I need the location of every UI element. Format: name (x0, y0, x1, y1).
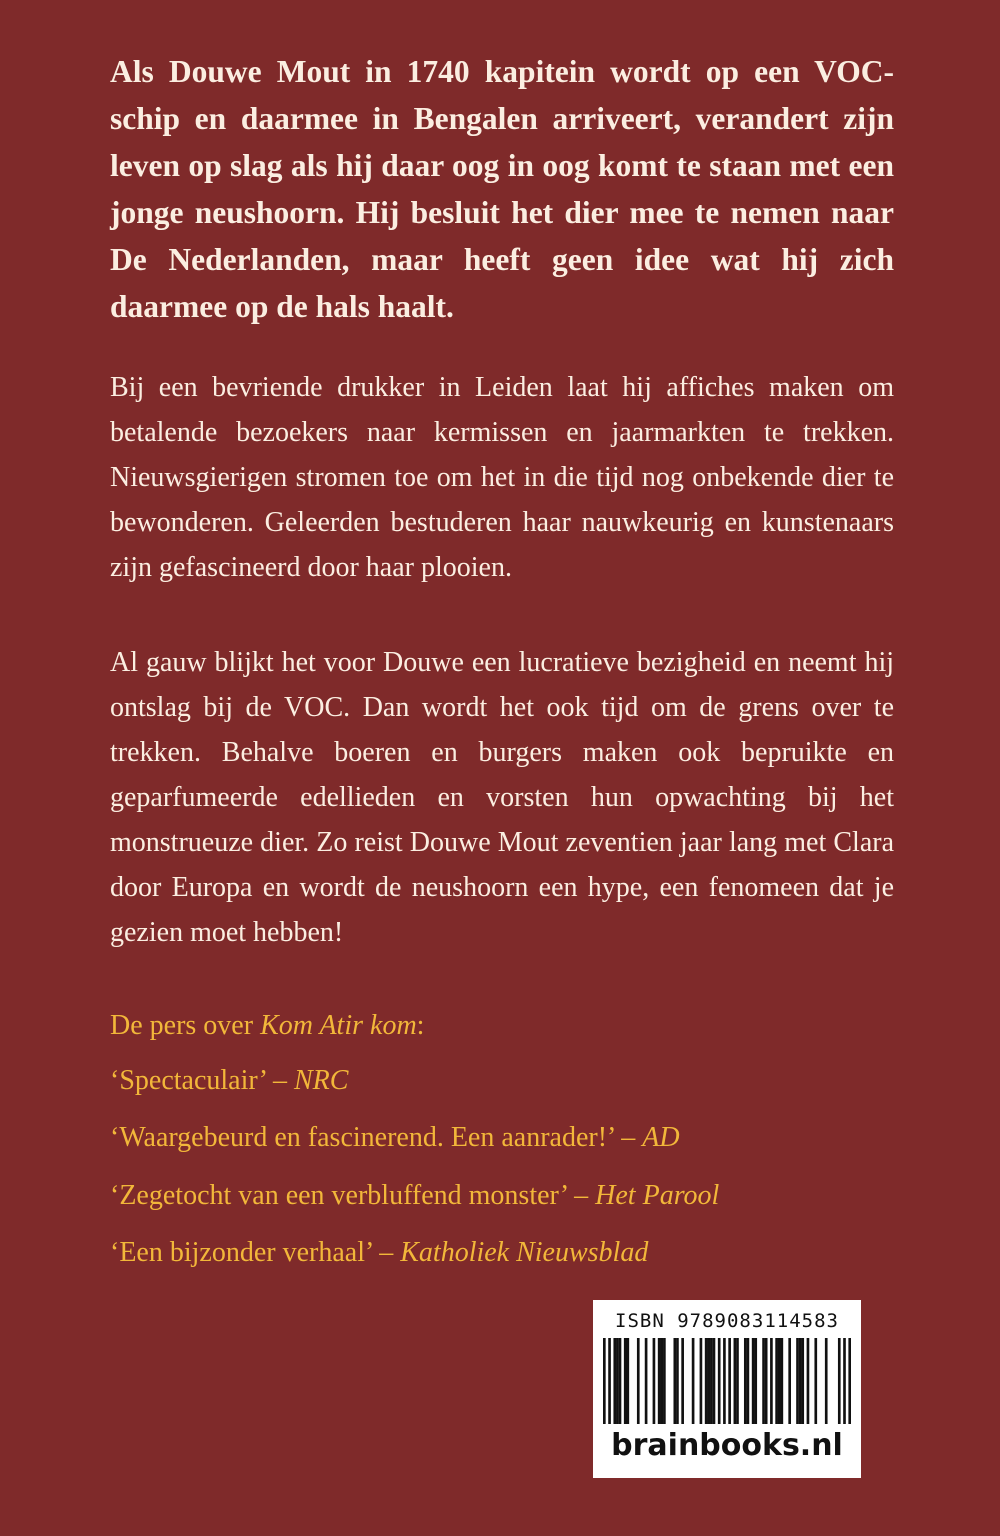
barcode-bar (814, 1338, 817, 1424)
barcode-bar (705, 1338, 708, 1424)
press-quote-text: ‘Een bijzonder verhaal’ – (110, 1237, 401, 1268)
barcode-bar (801, 1338, 804, 1424)
barcode-bar (807, 1338, 810, 1424)
barcode-bar (608, 1338, 611, 1424)
press-quote-text: ‘Spectaculair’ – (110, 1065, 294, 1096)
barcode-bar (728, 1338, 731, 1424)
barcode-bar (676, 1338, 679, 1424)
barcode-bar (681, 1338, 684, 1424)
barcode-bar (645, 1338, 648, 1424)
barcode-panel (593, 1300, 861, 1478)
barcode-bar (723, 1338, 726, 1424)
barcode-bar (754, 1338, 757, 1424)
press-quote (110, 1120, 910, 1156)
press-quote (110, 1178, 910, 1214)
press-quote-source: AD (642, 1122, 680, 1153)
barcode-bar (778, 1338, 781, 1424)
barcode-bar (765, 1338, 768, 1424)
press-heading-suffix: : (416, 1010, 425, 1041)
isbn-label: ISBN 9789083114583 (615, 1310, 839, 1332)
barcode-bar (744, 1338, 747, 1424)
barcode-bar (825, 1338, 828, 1424)
press-quote (110, 1063, 910, 1099)
body-paragraph-1: Bij een bevriende drukker in Leiden laat hij affiches maken om betalende bezoekers naar kermissen en jaarmarkten te trekken. Nieuwsgierigen stromen toe om het in die tijd nog onbekende dier te bewonderen. Geleerden bestuderen haar nauwkeurig en kunstenaars zijn gefascineerd door haar plooien. (110, 372, 894, 583)
barcode-bar (692, 1338, 695, 1424)
barcode-bar (747, 1338, 750, 1424)
press-heading-book-title: Kom Atir kom (260, 1010, 417, 1041)
press-quote (110, 1235, 910, 1271)
barcode-bar (710, 1338, 713, 1424)
barcode-bar (616, 1338, 619, 1424)
press-heading (110, 1008, 910, 1044)
barcode-bar (653, 1338, 656, 1424)
barcode-graphic (603, 1338, 851, 1424)
press-quote-text: ‘Zegetocht van een verbluffend monster’ – (110, 1180, 596, 1211)
barcode-bar (752, 1338, 755, 1424)
barcode-bar (788, 1338, 791, 1424)
press-quote-source: NRC (293, 1065, 349, 1096)
barcode-bar (658, 1338, 661, 1424)
barcode-bar (770, 1338, 773, 1424)
barcode-bar (707, 1338, 710, 1424)
publisher-website: brainbooks.nl (611, 1428, 843, 1463)
barcode-bar (718, 1338, 721, 1424)
barcode-bar (613, 1338, 616, 1424)
barcode-bar (624, 1338, 627, 1424)
barcode-bar (848, 1338, 851, 1424)
barcode-bar (781, 1338, 784, 1424)
barcode-bar (843, 1338, 846, 1424)
barcode-bar (799, 1338, 802, 1424)
press-quote-source: Katholiek Nieuwsblad (400, 1237, 649, 1268)
barcode-bar (838, 1338, 841, 1424)
barcode-bar (603, 1338, 606, 1424)
barcode-bar (626, 1338, 629, 1424)
press-quote-text: ‘Waargebeurd en fascinerend. Een aanrader!’ – (110, 1122, 643, 1153)
barcode-bar (619, 1338, 622, 1424)
barcode-bar (775, 1338, 778, 1424)
body-paragraph-2: Al gauw blijkt het voor Douwe een lucratieve bezigheid en neemt hij ontslag bij de VOC. Dan wordt het ook tijd om de grens over te trekken. Behalve boeren en burgers maken ook bepruikte en geparfumeerde edellieden en vorsten hun opwachting bij het monstrueuze dier. Zo reist Douwe Mout zeventien jaar lang met Clara door Europa en wordt de neushoorn een hype, een fenomeen dat je gezien moet hebben! (110, 647, 894, 948)
barcode-bar (637, 1338, 640, 1424)
barcode-bar (762, 1338, 765, 1424)
intro-paragraph: Als Douwe Mout in 1740 kapitein wordt op een VOC-schip en daarmee in Bengalen arriveert, verandert zijn leven op slag als hij daar oog in oog komt te staan met een jonge neushoorn. Hij besluit het dier mee te nemen naar De Nederlanden, maar heeft geen idee wat hij zich daarmee op de hals haalt. (110, 54, 894, 324)
barcode-bar (713, 1338, 716, 1424)
press-heading-prefix: De pers over (110, 1010, 261, 1041)
barcode-bar (700, 1338, 703, 1424)
barcode-bar (736, 1338, 739, 1424)
barcode-bar (796, 1338, 799, 1424)
barcode-bar (663, 1338, 666, 1424)
barcode-bar (660, 1338, 663, 1424)
barcode-bar (673, 1338, 676, 1424)
barcode-bar (734, 1338, 737, 1424)
press-quote-source: Het Parool (595, 1180, 720, 1211)
